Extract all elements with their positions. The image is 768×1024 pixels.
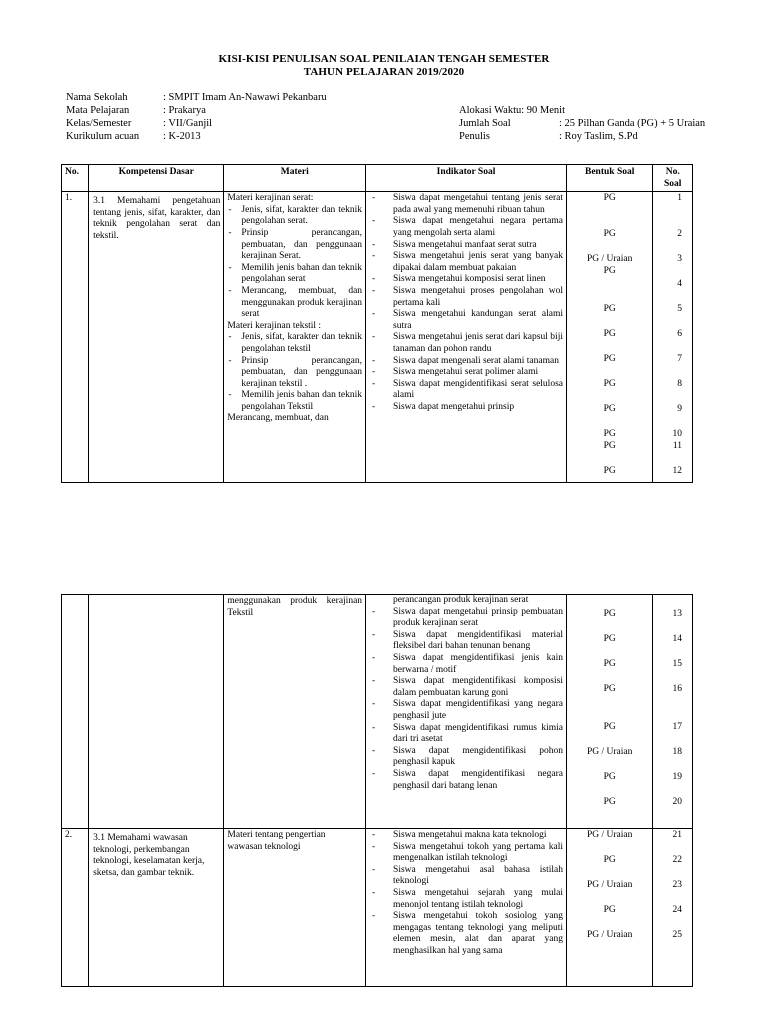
no-soal: 24: [672, 905, 682, 915]
materi-cell: [224, 829, 366, 987]
grid-table-page1: [61, 164, 693, 483]
info-row-subject: [66, 104, 327, 117]
no-soal-stack: [656, 596, 689, 824]
indikator-item: - Siswa dapat mengidentifikasi komposisi dalam pembuatan karung goni: [369, 676, 563, 699]
no-soal: 11: [672, 441, 682, 452]
indikator-item: - Siswa dapat mengetahui prinsip pembuatan produk kerajinan serat: [369, 607, 563, 630]
materi-heading: Materi kerajinan serat:: [227, 193, 314, 204]
no-soal: 3: [677, 254, 682, 265]
info-row-time: [459, 104, 705, 117]
indikator-item: - Siswa mengetahui asal bahasa istilah teknologi: [369, 865, 563, 888]
info-row-question-count: [459, 117, 705, 130]
row-number: 2.: [62, 829, 89, 987]
no-soal-stack: [656, 193, 689, 478]
bentuk-soal: PG: [603, 855, 616, 865]
bentuk-soal: PG: [603, 266, 616, 277]
info-label: Mata Pelajaran: [66, 105, 130, 116]
no-soal: 4: [677, 279, 682, 290]
no-soal: 9: [677, 404, 682, 415]
info-right: [459, 104, 705, 143]
no-soal: 14: [672, 634, 682, 644]
materi-item: - Prinsip perancangan, pembuatan, dan penggunaan kerajinan Serat.: [227, 228, 362, 263]
header-no: No.: [62, 165, 89, 192]
bentuk-soal: PG: [603, 379, 616, 390]
bentuk-soal: PG: [603, 684, 616, 694]
no-soal: 18: [672, 747, 682, 757]
bentuk-soal-stack: [570, 830, 649, 982]
indikator-item: - Siswa dapat mengidentifikasi serat selulosa alami: [369, 379, 563, 402]
materi-item: - Prinsip perancangan, pembuatan, dan penggunaan kerajinan tekstil .: [227, 356, 362, 391]
bentuk-soal: PG / Uraian: [587, 747, 633, 757]
indikator-item: - Siswa mengetahui tokoh yang pertama kali mengenalkan istilah teknologi: [369, 842, 563, 865]
bentuk-soal: PG: [603, 404, 616, 415]
grid-table-page2: [61, 594, 693, 987]
no-soal: 20: [672, 797, 682, 807]
bentuk-soal-stack: [570, 596, 649, 824]
indikator-item: - Siswa dapat mengetahui prinsip: [369, 402, 563, 414]
info-label: Penulis: [459, 131, 490, 142]
bentuk-soal: PG: [603, 229, 616, 240]
bentuk-soal: PG: [603, 329, 616, 340]
bentuk-soal: PG: [603, 354, 616, 365]
info-left: [66, 91, 327, 143]
no-soal: 16: [672, 684, 682, 694]
indikator-item: - Siswa dapat mengetahui negara pertama yang mengolah serta alami: [369, 216, 563, 239]
indikator-item: - Siswa dapat mengidentifikasi material fleksibel dari bahan tenunan benang: [369, 630, 563, 653]
row-number: 1.: [62, 192, 89, 483]
indikator-item: - Siswa dapat mengidentifikasi pohon penghasil kapuk: [369, 746, 563, 769]
info-label: Nama Sekolah: [66, 92, 128, 103]
no-soal: 22: [672, 855, 682, 865]
no-soal-cell: [653, 829, 693, 987]
no-soal: 10: [672, 429, 682, 440]
info-value: : 25 Pilhan Ganda (PG) + 5 Uraian: [559, 118, 706, 129]
header-indikator: Indikator Soal: [366, 165, 567, 192]
indikator-continuation: perancangan produk kerajinan serat: [393, 595, 529, 605]
info-row-curriculum: [66, 130, 327, 143]
no-soal: 12: [672, 466, 682, 477]
no-soal-cell: [653, 595, 693, 829]
no-soal: 1: [677, 193, 682, 204]
materi-continuation: menggunakan produk kerajinan Tekstil: [227, 596, 363, 618]
indikator-item: - Siswa mengetahui komposisi serat linen: [369, 274, 563, 286]
materi-item: - Merancang, membuat, dan menggunakan produk kerajinan serat: [227, 286, 362, 321]
indikator-item: - Siswa mengetahui jenis serat yang banyak dipakai dalam membuat pakaian: [369, 251, 563, 274]
no-soal: 6: [677, 329, 682, 340]
info-value: : SMPIT Imam An-Nawawi Pekanbaru: [163, 92, 327, 103]
info-value: : K-2013: [163, 131, 201, 142]
no-soal: 5: [677, 304, 682, 315]
indikator-item: - Siswa mengetahui manfaat serat sutra: [369, 240, 563, 252]
no-soal-stack: [656, 830, 689, 982]
kompetensi-dasar-cell-empty: [89, 595, 224, 829]
bentuk-soal: PG / Uraian: [587, 254, 633, 265]
bentuk-soal: PG / Uraian: [587, 830, 633, 840]
materi-item: - Jenis, sifat, karakter dan teknik pengolahan serat.: [227, 205, 362, 228]
no-soal: 15: [672, 659, 682, 669]
info-row-school: [66, 91, 327, 104]
bentuk-soal: PG: [603, 466, 616, 477]
indikator-item: - Siswa mengetahui makna kata teknologi: [369, 830, 563, 842]
no-soal: 17: [672, 722, 682, 732]
bentuk-soal: PG / Uraian: [587, 880, 633, 890]
no-soal: 19: [672, 772, 682, 782]
indikator-item: - Siswa mengetahui jenis serat dari kapsul biji tanaman dan pohon randu: [369, 332, 563, 355]
no-soal: 8: [677, 379, 682, 390]
materi-cell: [224, 595, 366, 829]
row-number-empty: [62, 595, 89, 829]
bentuk-soal: PG: [603, 634, 616, 644]
bentuk-soal: PG: [603, 905, 616, 915]
info-row-author: [459, 130, 705, 143]
kompetensi-dasar-text: 3.1 Memahami pengetahuan tentang jenis, sifat, karakter, dan teknik pengolahan serat dan tekstil.: [93, 196, 221, 241]
no-soal: 2: [677, 229, 682, 240]
materi-tail: Merancang, membuat, dan: [227, 413, 329, 424]
no-soal-cell: [653, 192, 693, 483]
bentuk-soal: PG: [603, 722, 616, 732]
kompetensi-dasar-cell: [89, 192, 224, 483]
kompetensi-dasar-cell: [89, 829, 224, 987]
info-row-class: [66, 117, 327, 130]
info-label: Kelas/Semester: [66, 118, 132, 129]
bentuk-soal: PG: [603, 797, 616, 807]
indikator-item: - Siswa dapat mengetahui tentang jenis serat pada awal yang memenuhi ribuan tahun: [369, 193, 563, 216]
indikator-cell: [366, 595, 567, 829]
header-no-soal: No. Soal: [653, 165, 693, 192]
bentuk-soal-stack: [570, 193, 649, 478]
info-value: : 90 Menit: [521, 105, 565, 116]
header-kompetensi: Kompetensi Dasar: [89, 165, 224, 192]
no-soal: 13: [672, 609, 682, 619]
bentuk-soal: PG: [603, 609, 616, 619]
materi-item: - Memilih jenis bahan dan teknik pengolahan Tekstil: [227, 390, 362, 413]
header-bentuk-soal: Bentuk Soal: [566, 165, 652, 192]
bentuk-soal: PG: [603, 193, 616, 204]
materi-list-tekstil: [227, 332, 362, 413]
indikator-item: - Siswa dapat mengenali serat alami tanaman: [369, 356, 563, 368]
bentuk-soal: PG: [603, 659, 616, 669]
document-title: KISI-KISI PENULISAN SOAL PENILAIAN TENGAH SEMESTER: [218, 53, 550, 65]
indikator-item: - Siswa dapat mengidentifikasi yang negara penghasil jute: [369, 699, 563, 722]
indikator-item: - Siswa dapat mengidentifikasi rumus kimia dari tri asetat: [369, 723, 563, 746]
info-value: : VII/Ganjil: [163, 118, 213, 129]
bentuk-soal: PG: [603, 429, 616, 440]
info-label: Alokasi Waktu: [459, 105, 522, 116]
materi-cell: [224, 192, 366, 483]
info-label: Jumlah Soal: [459, 118, 511, 129]
indikator-item: - Siswa mengetahui tokoh sosiolog yang mengagas tentang teknologi yang meliputi elemen mesin, alat dan aparat yang menghasilkan hal yang sama: [369, 911, 563, 957]
document-subtitle: TAHUN PELAJARAN 2019/2020: [303, 66, 465, 78]
materi-list-serat: [227, 205, 362, 321]
indikator-item: - Siswa dapat mengidentifikasi negara penghasil dari batang lenan: [369, 769, 563, 792]
materi-item: - Memilih jenis bahan dan teknik pengolahan serat: [227, 263, 362, 286]
bentuk-soal-cell: [566, 829, 652, 987]
bentuk-soal-cell: [566, 192, 652, 483]
indikator-list: [369, 193, 563, 413]
no-soal: 7: [677, 354, 682, 365]
bentuk-soal: PG: [603, 772, 616, 782]
indikator-item: - Siswa mengetahui kandungan serat alami sutra: [369, 309, 563, 332]
materi-item: - Jenis, sifat, karakter dan teknik pengolahan tekstil: [227, 332, 362, 355]
no-soal: 25: [672, 930, 682, 940]
indikator-list: [369, 830, 563, 958]
header-materi: Materi: [224, 165, 366, 192]
info-value: : Roy Taslim, S.Pd: [559, 131, 638, 142]
indikator-item: - Siswa mengetahui serat polimer alami: [369, 367, 563, 379]
indikator-cell: [366, 829, 567, 987]
indikator-list: [369, 607, 563, 793]
materi-text: Materi tentang pengertian wawasan teknologi: [227, 830, 326, 852]
info-value: : Prakarya: [163, 105, 206, 116]
indikator-item: - Siswa dapat mengidentifikasi jenis kain berwarna / motif: [369, 653, 563, 676]
bentuk-soal-cell: [566, 595, 652, 829]
indikator-cell: [366, 192, 567, 483]
bentuk-soal: PG / Uraian: [587, 930, 633, 940]
indikator-item: - Siswa mengetahui sejarah yang mulai menonjol tentang istilah teknologi: [369, 888, 563, 911]
info-label: Kurikulum acuan: [66, 131, 140, 142]
kompetensi-dasar-text: 3.1 Memahami wawasan teknologi, perkembangan teknologi, keselamatan kerja, sketsa, dan gambar teknik.: [93, 833, 205, 878]
indikator-item: - Siswa mengetahui proses pengolahan wol pertama kali: [369, 286, 563, 309]
materi-heading: Materi kerajinan tekstil :: [227, 320, 322, 331]
no-soal: 23: [672, 880, 682, 890]
no-soal: 21: [672, 830, 682, 840]
bentuk-soal: PG: [603, 441, 616, 452]
bentuk-soal: PG: [603, 304, 616, 315]
